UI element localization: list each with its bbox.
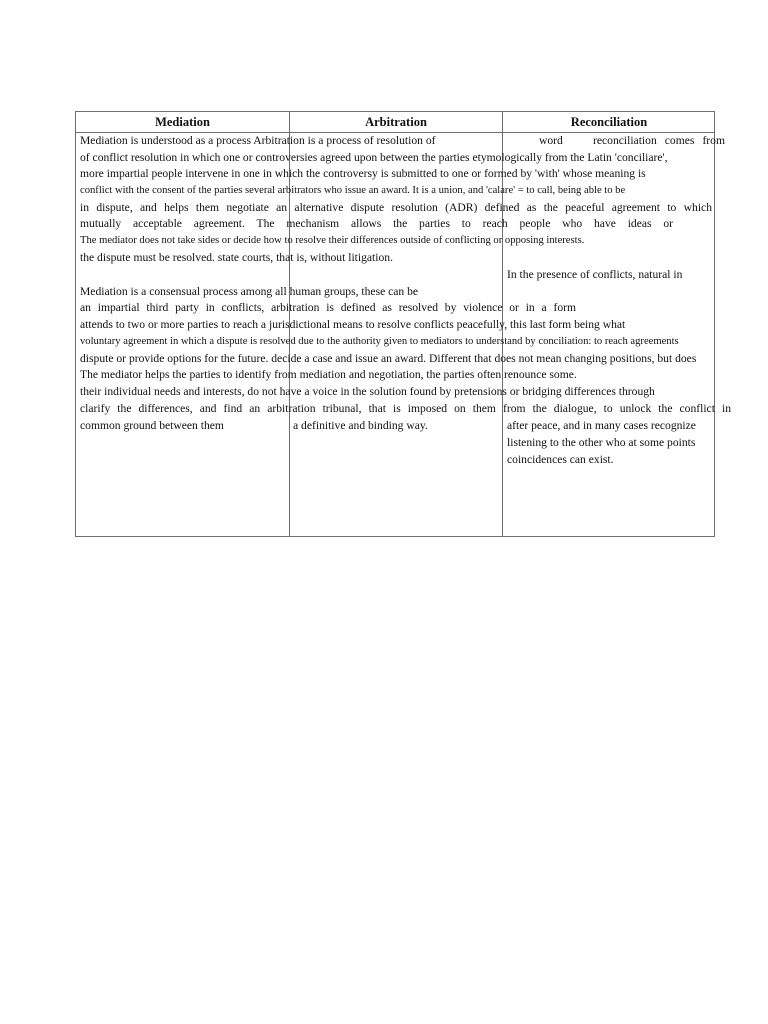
text-line: after peace, and in many cases recognize [507, 419, 696, 432]
text-line: coincidences can exist. [507, 453, 614, 466]
text-line: Mediation is understood as a process Arbitration is a process of resolution of [80, 134, 436, 147]
text-line: The mediator helps the parties to identify from mediation and negotiation, the parties often renounce some. [80, 368, 577, 381]
text-line: listening to the other who at some points [507, 436, 696, 449]
text-line: their individual needs and interests, do not have a voice in the solution found by pretensions or bridging differences through [80, 385, 655, 398]
text-line: word [539, 134, 563, 147]
header-arbitration: Arbitration [365, 115, 427, 129]
text-line: dispute or provide options for the future. decide a case and issue an award. Different that does not mean changing positions, but does [80, 352, 697, 365]
text-line: common ground between them [80, 419, 224, 432]
text-line: an impartial third party in conflicts, arbitration is defined as resolved by violence or in a form [80, 301, 576, 314]
text-line: The mediator does not take sides or decide how to resolve their differences outside of conflicting or opposing interests. [80, 235, 585, 246]
text-line: Mediation is a consensual process among all human groups, these can be [80, 285, 419, 298]
text-line: a definitive and binding way. [293, 419, 428, 432]
header-mediation: Mediation [155, 115, 210, 129]
header-reconciliation: Reconciliation [570, 115, 648, 129]
text-line: clarify the differences, and find an arbitration tribunal, that is imposed on them from the dialogue, to unlock the conflict in [80, 402, 731, 415]
text-line: mutually acceptable agreement. The mechanism allows the parties to reach people who have ideas or [80, 217, 673, 230]
text-line: the dispute must be resolved. state courts, that is, without litigation. [80, 251, 393, 264]
text-line: more impartial people intervene in one in which the controversy is submitted to one or formed by 'with' whose meaning is [80, 167, 646, 180]
text-line: voluntary agreement in which a dispute is resolved due to the authority given to mediators to understand by conciliation: to reach agreements [80, 336, 679, 347]
text-line: attends to two or more parties to reach a jurisdictional means to resolve conflicts peacefully, this last form being what [80, 318, 626, 331]
text-line: In the presence of conflicts, natural in [507, 268, 683, 281]
text-line: conflict with the consent of the parties several arbitrators who issue an award. It is a union, and 'calare' = to call, being able to be [80, 185, 626, 196]
text-line: of conflict resolution in which one or controversies agreed upon between the parties etymologically from the Latin 'conciliare', [80, 151, 668, 164]
text-line: reconciliation comes from [593, 134, 725, 147]
text-line: in dispute, and helps them negotiate an alternative dispute resolution (ADR) defined as the peaceful agreement to which [80, 201, 712, 214]
